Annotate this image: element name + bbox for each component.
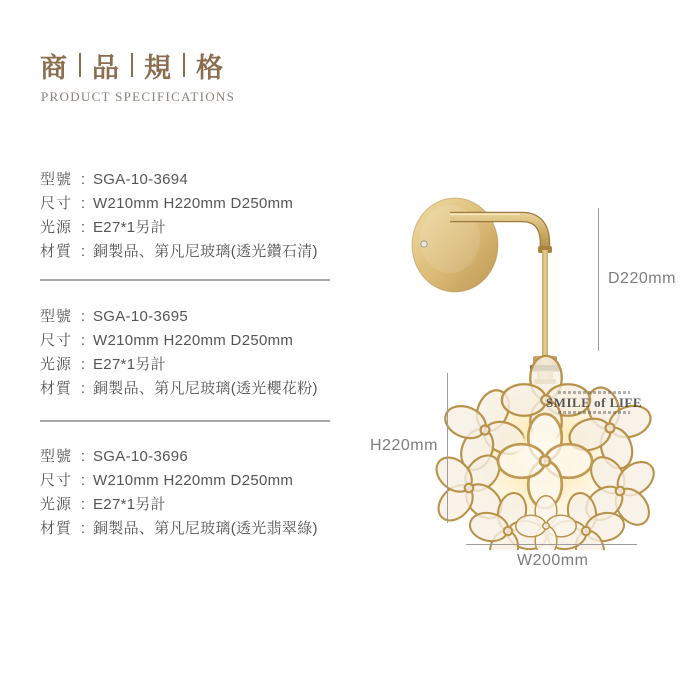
spec-label: 光源 <box>40 356 73 373</box>
spec-label: 尺寸 <box>40 472 73 489</box>
spec-row-size <box>40 469 370 493</box>
spec-value: 銅製品、第凡尼玻璃(透光翡翠綠) <box>93 520 318 537</box>
spec-row-light <box>40 353 370 377</box>
spec-value: E27*1另計 <box>93 496 166 513</box>
dimension-label-width: W200mm <box>517 552 589 569</box>
title-char: 格 <box>196 52 224 83</box>
spec-value: W210mm H220mm D250mm <box>93 472 294 489</box>
spec-value: E27*1另計 <box>93 356 166 373</box>
spec-label: 型號 <box>40 171 73 188</box>
spec-separator: : <box>76 219 90 236</box>
spec-separator: : <box>76 520 90 537</box>
spec-row-size <box>40 329 370 353</box>
hanging-rod <box>542 250 548 358</box>
spec-row-light <box>40 493 370 517</box>
spec-value: W210mm H220mm D250mm <box>93 332 294 349</box>
spec-separator: : <box>76 195 90 212</box>
spec-row-material <box>40 377 370 401</box>
spec-row-material <box>40 517 370 541</box>
spec-separator: : <box>76 243 90 260</box>
spec-separator: : <box>76 332 90 349</box>
spec-value: 銅製品、第凡尼玻璃(透光櫻花粉) <box>93 380 318 397</box>
spec-separator: : <box>76 380 90 397</box>
dimension-line-depth <box>598 208 599 351</box>
spec-label: 尺寸 <box>40 195 73 212</box>
title-char: 規 <box>144 52 172 83</box>
spec-block-3694 <box>40 168 370 264</box>
spec-row-light <box>40 216 370 240</box>
spec-separator: : <box>76 308 90 325</box>
spec-separator: : <box>76 448 90 465</box>
spec-label: 材質 <box>40 520 73 537</box>
spec-separator: : <box>76 472 90 489</box>
spec-block-3696 <box>40 445 370 541</box>
watermark-small-text <box>558 411 630 414</box>
section-divider <box>40 279 330 281</box>
spec-row-model <box>40 168 370 192</box>
spec-label: 型號 <box>40 448 73 465</box>
dimension-line-width <box>466 544 637 545</box>
watermark <box>544 390 644 415</box>
title-char: 商 <box>40 52 68 83</box>
spec-separator: : <box>76 356 90 373</box>
spec-label: 光源 <box>40 496 73 513</box>
spec-value: E27*1另計 <box>93 219 166 236</box>
title-separator-bar <box>183 53 185 77</box>
spec-separator: : <box>76 496 90 513</box>
glass-shade <box>413 356 676 550</box>
spec-row-model <box>40 445 370 469</box>
product-image <box>390 160 690 550</box>
mounting-screw-icon <box>421 241 427 247</box>
title-char: 品 <box>92 52 120 83</box>
watermark-small-text <box>558 391 630 394</box>
section-divider <box>40 420 330 422</box>
title-separator-bar <box>131 53 133 77</box>
dimension-line-height <box>447 373 448 523</box>
page-title <box>40 49 224 81</box>
spec-label: 尺寸 <box>40 332 73 349</box>
spec-row-model <box>40 305 370 329</box>
spec-value: 銅製品、第凡尼玻璃(透光鑽石清) <box>93 243 318 260</box>
dimension-label-depth: D220mm <box>608 270 676 287</box>
spec-label: 材質 <box>40 380 73 397</box>
spec-value: SGA-10-3696 <box>93 448 189 465</box>
dimension-label-height: H220mm <box>370 437 438 454</box>
spec-label: 型號 <box>40 308 73 325</box>
spec-value: SGA-10-3695 <box>93 308 189 325</box>
spec-separator: : <box>76 171 90 188</box>
page-subtitle: PRODUCT SPECIFICATIONS <box>41 89 236 104</box>
spec-label: 光源 <box>40 219 73 236</box>
spec-value: W210mm H220mm D250mm <box>93 195 294 212</box>
spec-row-size <box>40 192 370 216</box>
spec-block-3695 <box>40 305 370 401</box>
watermark-text: SMILE of LIFE <box>545 395 643 410</box>
spec-value: SGA-10-3694 <box>93 171 189 188</box>
spec-label: 材質 <box>40 243 73 260</box>
spec-row-material <box>40 240 370 264</box>
title-separator-bar <box>79 53 81 77</box>
